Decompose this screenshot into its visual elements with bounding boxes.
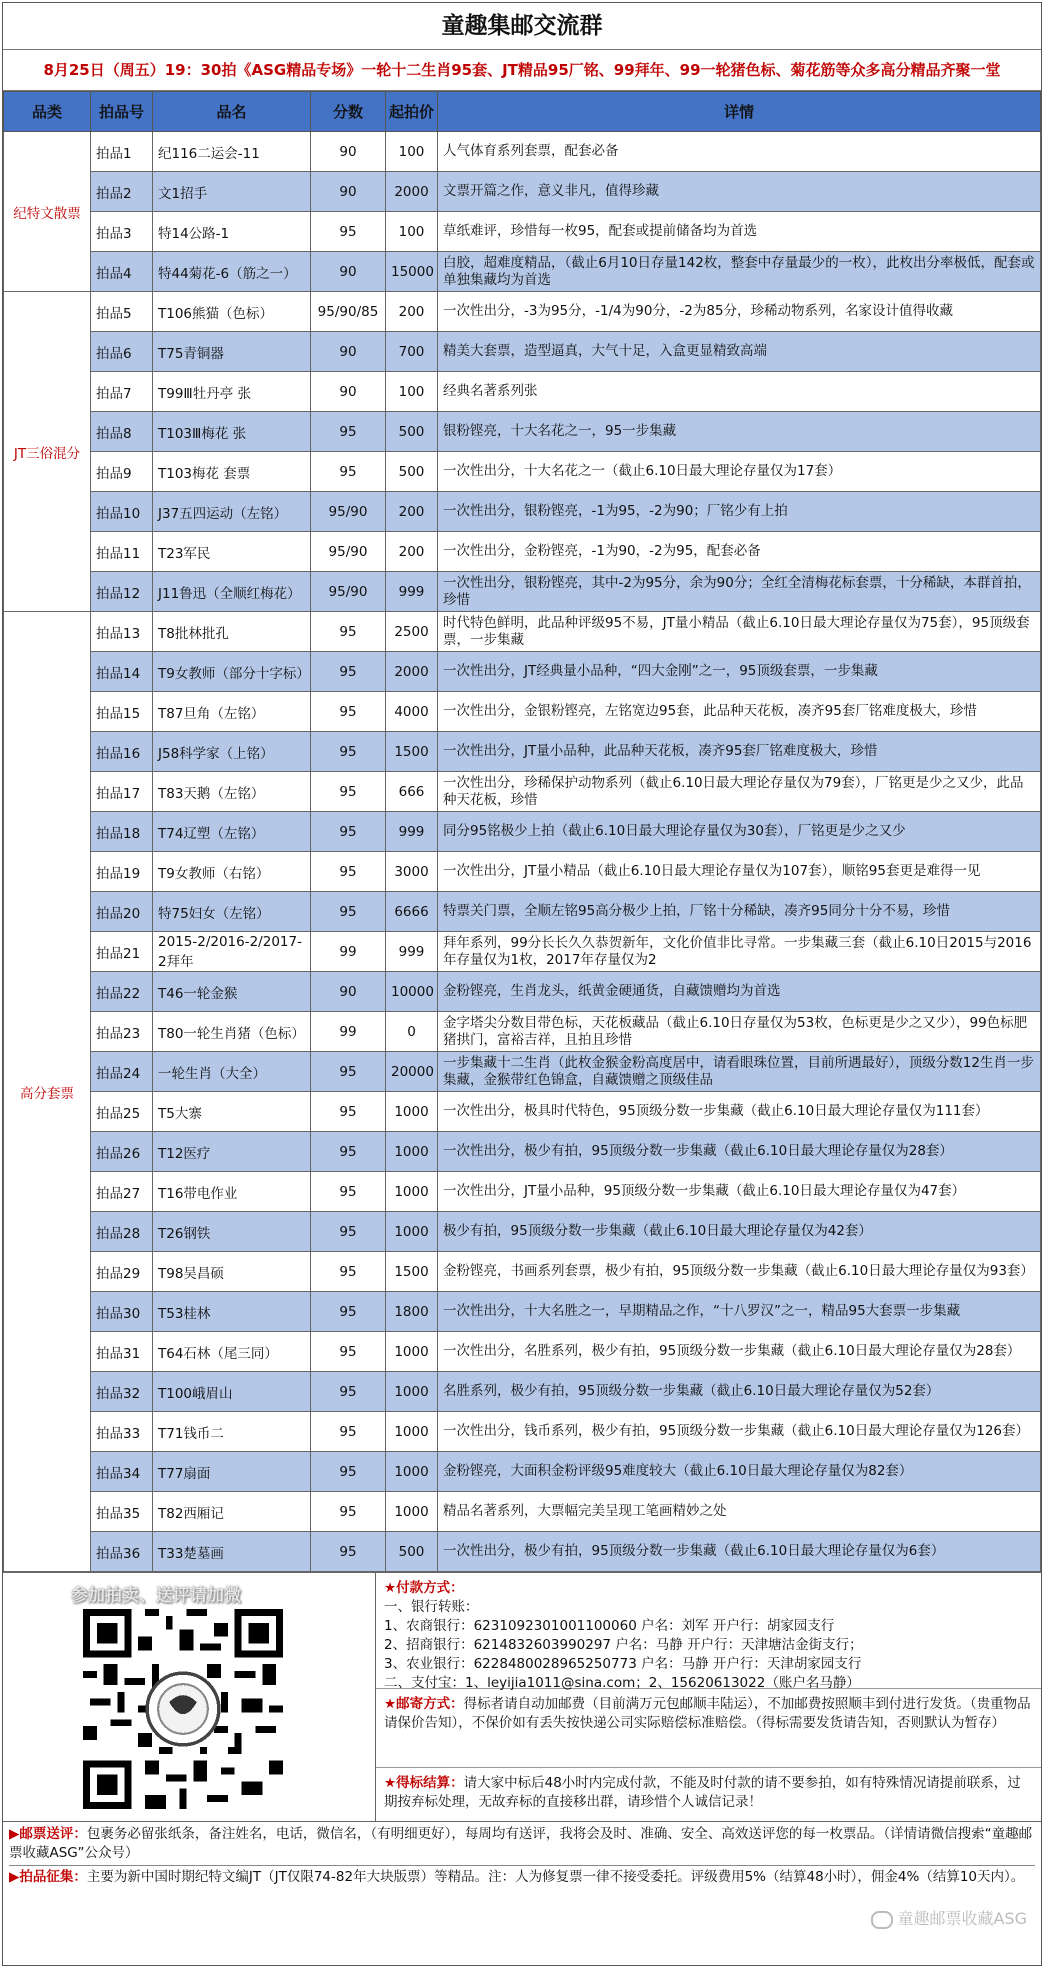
detail-cell: 一次性出分，极具时代特色，95顶级分数一步集藏（截止6.10日最大理论存量仅为111套） [438, 1092, 1041, 1132]
table-row [4, 772, 1041, 812]
name-cell: T103Ⅲ梅花 张 [153, 412, 311, 452]
lot-cell: 拍品8 [91, 412, 153, 452]
name-cell: J37五四运动（左铭） [153, 492, 311, 532]
lot-cell: 拍品31 [91, 1332, 153, 1372]
detail-cell: 金粉铿亮，书画系列套票，极少有拍，95顶级分数一步集藏（截止6.10日最大理论存量仅为93套） [438, 1252, 1041, 1292]
detail-cell: 精美大套票，造型逼真，大气十足，入盒更显精致高端 [438, 332, 1041, 372]
name-cell: T9女教师（部分十字标） [153, 652, 311, 692]
start-price-cell: 100 [386, 212, 438, 252]
shipping-heading: ★邮寄方式： [384, 1696, 464, 1712]
detail-cell: 一次性出分，极少有拍，95顶级分数一步集藏（截止6.10日最大理论存量仅为28套） [438, 1132, 1041, 1172]
table-row [4, 972, 1041, 1012]
start-price-cell: 999 [386, 572, 438, 612]
start-price-cell: 1000 [386, 1132, 438, 1172]
table-row [4, 1252, 1041, 1292]
detail-cell: 一次性出分，JT量小品种，95顶级分数一步集藏（截止6.10日最大理论存量仅为47套） [438, 1172, 1041, 1212]
score-cell: 95 [311, 1332, 386, 1372]
lot-cell: 拍品26 [91, 1132, 153, 1172]
lot-cell: 拍品30 [91, 1292, 153, 1332]
start-price-cell: 100 [386, 372, 438, 412]
score-cell: 95 [311, 452, 386, 492]
lot-cell: 拍品14 [91, 652, 153, 692]
score-cell: 95 [311, 812, 386, 852]
start-price-cell: 500 [386, 452, 438, 492]
table-row [4, 1132, 1041, 1172]
name-cell: T8批林批孔 [153, 612, 311, 652]
detail-cell: 一次性出分，JT量小品种，此品种天花板，凑齐95套厂铭难度极大，珍惜 [438, 732, 1041, 772]
table-row [4, 1292, 1041, 1332]
payment-line: 1、农商银行：6231092301001100060 户名：刘军 开户行：胡家园支行 [384, 1618, 835, 1634]
lot-cell: 拍品3 [91, 212, 153, 252]
name-cell: T33楚墓画 [153, 1532, 311, 1572]
name-cell: T80一轮生肖猪（色标） [153, 1012, 311, 1052]
name-cell: T83天鹅（左铭） [153, 772, 311, 812]
score-cell: 90 [311, 252, 386, 292]
name-cell: 特14公路-1 [153, 212, 311, 252]
header-score: 分数 [311, 92, 386, 132]
table-row [4, 452, 1041, 492]
footer [3, 1821, 1041, 1890]
name-cell: T5大寨 [153, 1092, 311, 1132]
detail-cell: 一次性出分，金银粉铿亮，左铭宽边95套，此品种天花板，凑齐95套厂铭难度极大，珍惜 [438, 692, 1041, 732]
name-cell: T26钢铁 [153, 1212, 311, 1252]
lot-cell: 拍品6 [91, 332, 153, 372]
name-cell: T100峨眉山 [153, 1372, 311, 1412]
score-cell: 90 [311, 372, 386, 412]
score-cell: 95 [311, 1092, 386, 1132]
score-cell: 95 [311, 1372, 386, 1412]
header-start-price: 起拍价 [386, 92, 438, 132]
footer-collection-heading: ▶拍品征集： [9, 1869, 87, 1885]
header-name: 品名 [153, 92, 311, 132]
name-cell: T53桂林 [153, 1292, 311, 1332]
start-price-cell: 1000 [386, 1412, 438, 1452]
lot-cell: 拍品7 [91, 372, 153, 412]
settlement-section [376, 1768, 1041, 1818]
lot-cell: 拍品20 [91, 892, 153, 932]
payment-line: 一、银行转账： [384, 1599, 479, 1615]
score-cell: 90 [311, 972, 386, 1012]
detail-cell: 一次性出分，十大名花之一（截止6.10日最大理论存量仅为17套） [438, 452, 1041, 492]
score-cell: 90 [311, 332, 386, 372]
settlement-heading: ★得标结算： [384, 1775, 464, 1791]
lot-cell: 拍品25 [91, 1092, 153, 1132]
score-cell: 95 [311, 1492, 386, 1532]
footer-appraisal [9, 1825, 1035, 1863]
lot-cell: 拍品19 [91, 852, 153, 892]
score-cell: 95/90 [311, 532, 386, 572]
score-cell: 95 [311, 732, 386, 772]
lot-cell: 拍品36 [91, 1532, 153, 1572]
score-cell: 95 [311, 212, 386, 252]
table-row [4, 732, 1041, 772]
score-cell: 95 [311, 1452, 386, 1492]
detail-cell: 一步集藏十二生肖（此枚金猴金粉高度居中，请看眼珠位置，目前所遇最好），顶级分数12生肖一步集藏，金猴带红色锦盒，自藏馈赠之顶级佳品 [438, 1052, 1041, 1092]
auction-sheet [2, 2, 1042, 1966]
start-price-cell: 500 [386, 1532, 438, 1572]
table-row [4, 1212, 1041, 1252]
start-price-cell: 200 [386, 492, 438, 532]
name-cell: T71钱币二 [153, 1412, 311, 1452]
name-cell: T16带电作业 [153, 1172, 311, 1212]
lot-cell: 拍品4 [91, 252, 153, 292]
detail-cell: 名胜系列，极少有拍，95顶级分数一步集藏（截止6.10日最大理论存量仅为52套） [438, 1372, 1041, 1412]
detail-cell: 文票开篇之作，意义非凡，值得珍藏 [438, 172, 1041, 212]
score-cell: 99 [311, 932, 386, 972]
start-price-cell: 1500 [386, 732, 438, 772]
wechat-icon [871, 1911, 893, 1929]
detail-cell: 一次性出分，金粉铿亮，-1为90，-2为95，配套必备 [438, 532, 1041, 572]
start-price-cell: 100 [386, 132, 438, 172]
score-cell: 95 [311, 1052, 386, 1092]
name-cell: T46一轮金猴 [153, 972, 311, 1012]
detail-cell: 金粉铿亮，大面积金粉评级95难度较大（截止6.10日最大理论存量仅为82套） [438, 1452, 1041, 1492]
lot-cell: 拍品1 [91, 132, 153, 172]
score-cell: 95 [311, 1172, 386, 1212]
start-price-cell: 2000 [386, 172, 438, 212]
start-price-cell: 6666 [386, 892, 438, 932]
start-price-cell: 999 [386, 932, 438, 972]
lot-cell: 拍品5 [91, 292, 153, 332]
score-cell: 90 [311, 172, 386, 212]
qr-code-icon[interactable] [83, 1609, 283, 1809]
start-price-cell: 1000 [386, 1452, 438, 1492]
table-row [4, 1412, 1041, 1452]
footer-collection-text: 主要为新中国时期纪特文编JT（JT仅限74-82年大块版票）等精品。注：人为修复票一律不接受委托。评级费用5%（结算48小时），佣金4%（结算10天内）。 [86, 1869, 1025, 1885]
name-cell: T74辽塑（左铭） [153, 812, 311, 852]
table-row [4, 212, 1041, 252]
start-price-cell: 4000 [386, 692, 438, 732]
score-cell: 90 [311, 132, 386, 172]
score-cell: 95/90 [311, 572, 386, 612]
score-cell: 95 [311, 1292, 386, 1332]
start-price-cell: 0 [386, 1012, 438, 1052]
lot-cell: 拍品18 [91, 812, 153, 852]
detail-cell: 一次性出分，-3为95分，-1/4为90分，-2为85分，珍稀动物系列，名家设计值得收藏 [438, 292, 1041, 332]
name-cell: T9女教师（右铭） [153, 852, 311, 892]
table-row [4, 1092, 1041, 1132]
score-cell: 95 [311, 1132, 386, 1172]
header-detail: 详情 [438, 92, 1041, 132]
detail-cell: 一次性出分，JT量小精品（截止6.10日最大理论存量仅为107套），顺铭95套更是难得一见 [438, 852, 1041, 892]
name-cell: T77扇面 [153, 1452, 311, 1492]
detail-cell: 一次性出分，银粉铿亮，其中-2为95分，余为90分；全红全清梅花标套票，十分稀缺，本群首拍，珍惜 [438, 572, 1041, 612]
name-cell: 文1招手 [153, 172, 311, 212]
settlement-text: 请大家中标后48小时内完成付款，不能及时付款的请不要参拍，如有特殊情况请提前联系，过期按弃标处理，无故弃标的直接移出群，请珍惜个人诚信记录！ [384, 1775, 1021, 1810]
lot-table [3, 91, 1041, 1572]
score-cell: 95 [311, 692, 386, 732]
lot-cell: 拍品32 [91, 1372, 153, 1412]
table-row [4, 172, 1041, 212]
qr-heading: 参加拍卖、送评请加微 [71, 1586, 241, 1606]
detail-cell: 一次性出分，极少有拍，95顶级分数一步集藏（截止6.10日最大理论存量仅为6套） [438, 1532, 1041, 1572]
detail-cell: 时代特色鲜明，此品种评级95不易，JT量小精品（截止6.10日最大理论存量仅为75套），95顶级套票，一步集藏 [438, 612, 1041, 652]
header-lot: 拍品号 [91, 92, 153, 132]
qr-panel [3, 1573, 376, 1821]
shipping-text: 得标者请自动加邮费（目前满万元包邮顺丰陆运），不加邮费按照顺丰到付进行发货。（贵重物品请保价告知），不保价如有丢失按快递公司实际赔偿标准赔偿。（得标需要发货请告知，否则默认为暂存） [384, 1696, 1031, 1731]
table-row [4, 1452, 1041, 1492]
score-cell: 95/90 [311, 492, 386, 532]
lot-cell: 拍品34 [91, 1452, 153, 1492]
detail-cell: 金字塔尖分数目带色标，天花板藏品（截止6.10日存量仅为53枚，色标更是少之又少），99色标肥猪拱门，富裕吉祥，且拍且珍惜 [438, 1012, 1041, 1052]
table-row [4, 652, 1041, 692]
table-row [4, 1372, 1041, 1412]
name-cell: T99Ⅲ牡丹亭 张 [153, 372, 311, 412]
lot-cell: 拍品10 [91, 492, 153, 532]
start-price-cell: 1000 [386, 1172, 438, 1212]
payment-heading: ★付款方式： [384, 1580, 464, 1596]
table-row [4, 852, 1041, 892]
footer-appraisal-text: 包裹务必留张纸条，备注姓名，电话，微信名，（有明细更好），每周均有送评，我将会及时、准确、安全、高效送评您的每一枚票品。（详情请微信搜索“童趣邮票收藏ASG”公众号） [9, 1826, 1033, 1861]
detail-cell: 人气体育系列套票，配套必备 [438, 132, 1041, 172]
watermark-text: 童趣邮票收藏ASG [897, 1909, 1027, 1928]
name-cell: T103梅花 套票 [153, 452, 311, 492]
lot-cell: 拍品12 [91, 572, 153, 612]
name-cell: T64石林（尾三同） [153, 1332, 311, 1372]
name-cell: T87旦角（左铭） [153, 692, 311, 732]
table-row [4, 1532, 1041, 1572]
detail-cell: 一次性出分，名胜系列，极少有拍，95顶级分数一步集藏（截止6.10日最大理论存量仅为28套） [438, 1332, 1041, 1372]
start-price-cell: 1500 [386, 1252, 438, 1292]
name-cell: 2015-2/2016-2/2017-2拜年 [153, 932, 311, 972]
table-row [4, 1172, 1041, 1212]
lot-cell: 拍品29 [91, 1252, 153, 1292]
name-cell: 一轮生肖（大全） [153, 1052, 311, 1092]
name-cell: T75青铜器 [153, 332, 311, 372]
start-price-cell: 999 [386, 812, 438, 852]
table-row [4, 532, 1041, 572]
table-row [4, 412, 1041, 452]
start-price-cell: 1000 [386, 1332, 438, 1372]
name-cell: J58科学家（上铭） [153, 732, 311, 772]
name-cell: 特75妇女（左铭） [153, 892, 311, 932]
lot-cell: 拍品15 [91, 692, 153, 732]
score-cell: 95 [311, 1212, 386, 1252]
start-price-cell: 1000 [386, 1092, 438, 1132]
detail-cell: 一次性出分，珍稀保护动物系列（截止6.10日最大理论存量仅为79套），厂铭更是少之又少，此品种天花板，珍惜 [438, 772, 1041, 812]
start-price-cell: 3000 [386, 852, 438, 892]
table-row [4, 372, 1041, 412]
score-cell: 99 [311, 1012, 386, 1052]
table-row [4, 1052, 1041, 1092]
table-row [4, 572, 1041, 612]
detail-cell: 经典名著系列张 [438, 372, 1041, 412]
detail-cell: 一次性出分，十大名胜之一，早期精品之作，“十八罗汉”之一，精品95大套票一步集藏 [438, 1292, 1041, 1332]
score-cell: 95 [311, 1252, 386, 1292]
detail-cell: 同分95铭极少上拍（截止6.10日最大理论存量仅为30套），厂铭更是少之又少 [438, 812, 1041, 852]
name-cell: T12医疗 [153, 1132, 311, 1172]
lot-cell: 拍品24 [91, 1052, 153, 1092]
table-row [4, 692, 1041, 732]
lot-cell: 拍品11 [91, 532, 153, 572]
start-price-cell: 500 [386, 412, 438, 452]
table-row [4, 812, 1041, 852]
table-row [4, 1332, 1041, 1372]
lot-cell: 拍品22 [91, 972, 153, 1012]
category-cell: 高分套票 [4, 612, 91, 1572]
start-price-cell: 700 [386, 332, 438, 372]
start-price-cell: 10000 [386, 972, 438, 1012]
payment-line: 2、招商银行：6214832603990297 户名：马静 开户行：天津塘沽金街支行； [384, 1637, 863, 1653]
start-price-cell: 200 [386, 532, 438, 572]
start-price-cell: 1000 [386, 1212, 438, 1252]
lot-cell: 拍品9 [91, 452, 153, 492]
detail-cell: 一次性出分，JT经典量小品种，“四大金刚”之一，95顶级套票，一步集藏 [438, 652, 1041, 692]
lot-cell: 拍品35 [91, 1492, 153, 1532]
score-cell: 95 [311, 892, 386, 932]
table-row [4, 492, 1041, 532]
start-price-cell: 15000 [386, 252, 438, 292]
detail-cell: 金粉铿亮，生肖龙头，纸黄金硬通货，自藏馈赠均为首选 [438, 972, 1041, 1012]
lot-cell: 拍品21 [91, 932, 153, 972]
category-cell: 纪特文散票 [4, 132, 91, 292]
detail-cell: 草纸难评，珍惜每一枚95，配套或提前储备均为首选 [438, 212, 1041, 252]
start-price-cell: 2500 [386, 612, 438, 652]
detail-cell: 拜年系列，99分长长久久恭贺新年，文化价值非比寻常。一步集藏三套（截止6.10日2015与2016年存量仅为1枚，2017年存量仅为2 [438, 932, 1041, 972]
detail-cell: 精品名著系列，大票幅完美呈现工笔画精妙之处 [438, 1492, 1041, 1532]
detail-cell: 银粉铿亮，十大名花之一，95一步集藏 [438, 412, 1041, 452]
detail-cell: 特票关门票，全顺左铭95高分极少上拍，厂铭十分稀缺，凑齐95同分十分不易，珍惜 [438, 892, 1041, 932]
table-row [4, 612, 1041, 652]
lot-cell: 拍品13 [91, 612, 153, 652]
score-cell: 95 [311, 652, 386, 692]
lot-cell: 拍品27 [91, 1172, 153, 1212]
watermark [871, 1906, 1027, 1929]
name-cell: T23军民 [153, 532, 311, 572]
name-cell: 纪116二运会-11 [153, 132, 311, 172]
name-cell: T98吴昌硕 [153, 1252, 311, 1292]
lot-cell: 拍品23 [91, 1012, 153, 1052]
table-row [4, 1492, 1041, 1532]
payment-panel [376, 1573, 1041, 1821]
table-row [4, 132, 1041, 172]
start-price-cell: 1000 [386, 1492, 438, 1532]
lot-cell: 拍品17 [91, 772, 153, 812]
info-section [3, 1572, 1041, 1821]
lot-cell: 拍品16 [91, 732, 153, 772]
name-cell: 特44菊花-6（筋之一） [153, 252, 311, 292]
detail-cell: 一次性出分，银粉铿亮，-1为95，-2为90；厂铭少有上拍 [438, 492, 1041, 532]
table-row [4, 292, 1041, 332]
header-category: 品类 [4, 92, 91, 132]
payment-line: 3、农业银行：6228480028965250773 户名：马静 开户行：天津胡家园支行 [384, 1656, 862, 1672]
score-cell: 95 [311, 1532, 386, 1572]
table-row [4, 332, 1041, 372]
start-price-cell: 666 [386, 772, 438, 812]
detail-cell: 一次性出分，钱币系列，极少有拍，95顶级分数一步集藏（截止6.10日最大理论存量仅为126套） [438, 1412, 1041, 1452]
table-row [4, 1012, 1041, 1052]
footer-appraisal-heading: ▶邮票送评： [9, 1826, 87, 1842]
name-cell: J11鲁迅（全顺红梅花） [153, 572, 311, 612]
detail-cell: 白胶，超难度精品，（截止6月10日存量142枚，整套中存量最少的一枚），此枚出分率极低，配套或单独集藏均为首选 [438, 252, 1041, 292]
score-cell: 95 [311, 852, 386, 892]
score-cell: 95 [311, 772, 386, 812]
lot-cell: 拍品28 [91, 1212, 153, 1252]
table-row [4, 252, 1041, 292]
lot-cell: 拍品2 [91, 172, 153, 212]
score-cell: 95 [311, 412, 386, 452]
shipping-section [376, 1689, 1041, 1768]
detail-cell: 极少有拍，95顶级分数一步集藏（截止6.10日最大理论存量仅为42套） [438, 1212, 1041, 1252]
table-row [4, 892, 1041, 932]
score-cell: 95 [311, 612, 386, 652]
start-price-cell: 1800 [386, 1292, 438, 1332]
footer-collection [9, 1865, 1035, 1887]
score-cell: 95 [311, 1412, 386, 1452]
page-title: 童趣集邮交流群 [3, 3, 1041, 50]
start-price-cell: 200 [386, 292, 438, 332]
start-price-cell: 20000 [386, 1052, 438, 1092]
category-cell: JT三俗混分 [4, 292, 91, 612]
start-price-cell: 2000 [386, 652, 438, 692]
table-row [4, 932, 1041, 972]
score-cell: 95/90/85 [311, 292, 386, 332]
name-cell: T82西厢记 [153, 1492, 311, 1532]
start-price-cell: 1000 [386, 1372, 438, 1412]
lot-cell: 拍品33 [91, 1412, 153, 1452]
payment-line: 二、支付宝：1、leyijia1011@sina.com；2、15620613022（账户名马静） [384, 1675, 860, 1691]
auction-subtitle: 8月25日（周五）19：30拍《ASG精品专场》一轮十二生肖95套、JT精品95厂铭、99拜年、99一轮猪色标、菊花筋等众多高分精品齐聚一堂 [3, 50, 1041, 91]
payment-section [376, 1573, 1041, 1689]
name-cell: T106熊猫（色标） [153, 292, 311, 332]
